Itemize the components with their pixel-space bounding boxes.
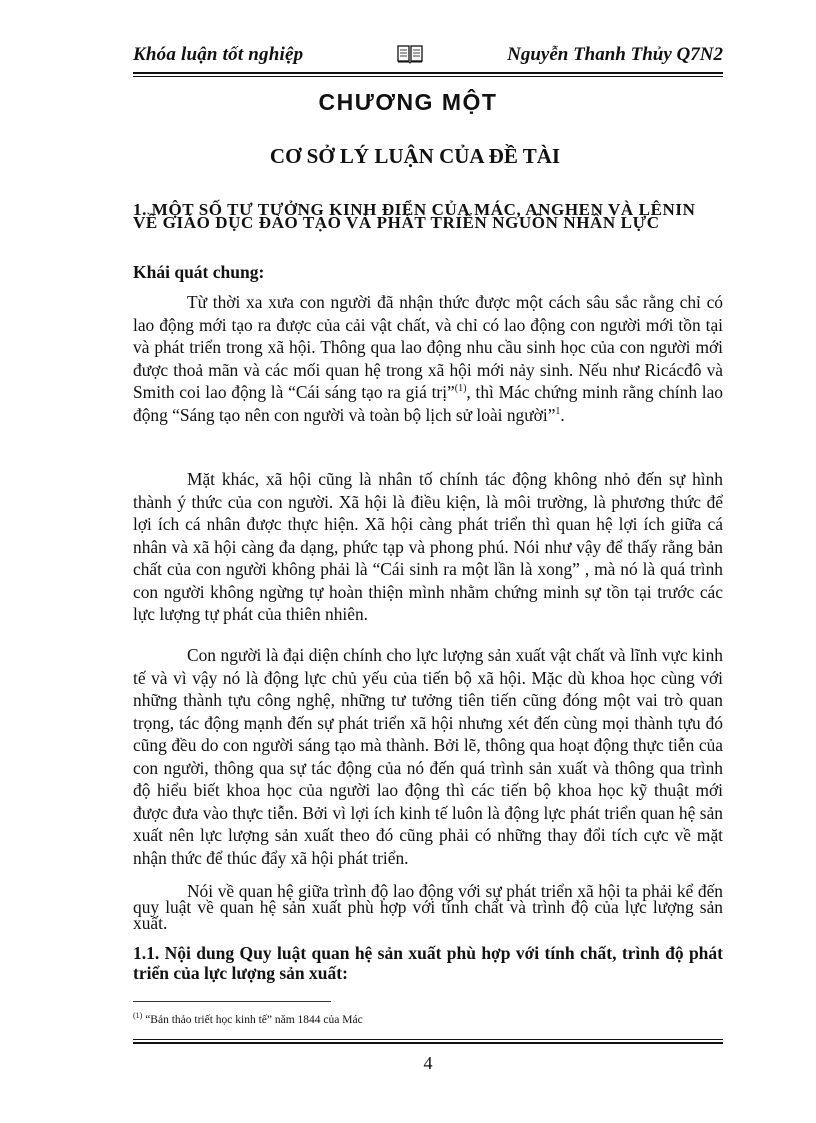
subsection-heading: 1.1. Nội dung Quy luật quan hệ sản xuất phù hợp với tính chất, trình độ phát triển của lực lượng sản xuất: xyxy=(133,943,723,983)
header-rule xyxy=(133,72,723,74)
footer-rule xyxy=(133,1042,723,1044)
paragraph-1 xyxy=(133,291,723,426)
paragraph-2: Mặt khác, xã hội cũng là nhân tố chính tác động không nhỏ đến sự hình thành ý thức của con người. Xã hội là điều kiện, là môi trường, là phương thức để lợi ích cá nhân được thực hiện. Xã hội càng phát triển thì quan hệ lợi ích giữa cá nhân và xã hội càng đa dạng, phức tạp và phong phú. Nói như vậy để thấy rằng bản chất của con người không phải là “Cái sinh ra một lần là xong” , mà nó là quá trình con người không ngừng tự hoàn thiện mình nhằm chứng minh sự tồn tại trước các lực lượng tự phát của thiên nhiên. xyxy=(133,469,723,624)
paragraph-3: Con người là đại diện chính cho lực lượng sản xuất vật chất và lĩnh vực kinh tế và vì vậy nó là động lực chủ yếu của tiến bộ xã hội. Mặc dù khoa học cùng với những thành tựu công nghệ, những tư tưởng tiên tiến cũng đóng một vai trò quan trọng, tác động mạnh đến sự phát triển xã hội nhưng xét đến cùng mọi thành tựu đó cũng đều do con người sáng tạo mà thành. Bởi lẽ, thông qua hoạt động thực tiễn của con người, thông qua sự tác động của nó đến quá trình sản xuất và thông qua trình độ hiểu biết khoa học của người lao động thì các tiến bộ khoa học kỹ thuật mới được đưa vào thực tiễn. Bởi vì lợi ích kinh tế luôn là động lực phát triển quan hệ sản xuất nên lực lượng sản xuất theo đó cũng phải có những thay đổi tích cực về mặt nhận thức để thúc đẩy xã hội phát triển. xyxy=(133,645,723,868)
footer-rule-thin xyxy=(133,1039,723,1040)
footnote-ref-2: 1 xyxy=(555,405,561,417)
page-number: 4 xyxy=(423,1053,433,1073)
paragraph-1-end: . xyxy=(560,404,565,425)
paragraph-4: Nói về quan hệ giữa trình độ lao động với sự phát triển xã hội ta phải kể đến quy luật về quan hệ sản xuất phù hợp với tính chất và trình độ của lực lượng sản xuất. xyxy=(133,881,723,933)
footnote-text: “Bản thảo triết học kinh tế” năm 1844 của Mác xyxy=(145,1014,363,1026)
open-book-icon xyxy=(397,44,423,64)
section-heading: 1. MỘT SỐ TƯ TƯỞNG KINH ĐIỂN CỦA MÁC, ANGHEN VÀ LÊNIN VỀ GIÁO DỤC ĐÀO TẠO VÀ PHÁT TRIỂN NGUỒN NHÂN LỰC xyxy=(133,200,696,232)
footnote-separator xyxy=(133,1001,331,1002)
chapter-title: CHƯƠNG MỘT xyxy=(318,89,498,115)
header-left-text: Khóa luận tốt nghiệp xyxy=(133,44,304,65)
header-right-text: Nguyễn Thanh Thủy Q7N2 xyxy=(507,44,723,65)
paragraph-1-text-continued: , thì Mác chứng minh rằng chính lao động “Sáng tạo nên con người và toàn bộ lịch sử loài người” xyxy=(133,382,723,425)
footnote xyxy=(133,1011,363,1026)
page-header xyxy=(133,44,723,70)
chapter-subtitle: CƠ SỞ LÝ LUẬN CỦA ĐỀ TÀI xyxy=(269,144,561,168)
footnote-ref: (1) xyxy=(454,383,467,395)
paragraph-1-text: Từ thời xa xưa con người đã nhận thức được một cách sâu sắc rằng chỉ có lao động mới tạo ra được của cải vật chất, và chỉ có lao động con người mới tồn tại và phát triển trong xã hội. Thông qua lao động nhu cầu sinh học của con người mới được thoả mãn và các mối quan hệ trong xã hội mới nảy sinh. Nếu như Ricácđô và Smith coi lao động là “Cái sáng tạo ra giá trị” xyxy=(133,292,723,402)
general-heading: Khái quát chung: xyxy=(133,262,265,282)
footnote-marker: (1) xyxy=(133,1011,143,1021)
header-rule-thin xyxy=(133,76,723,77)
